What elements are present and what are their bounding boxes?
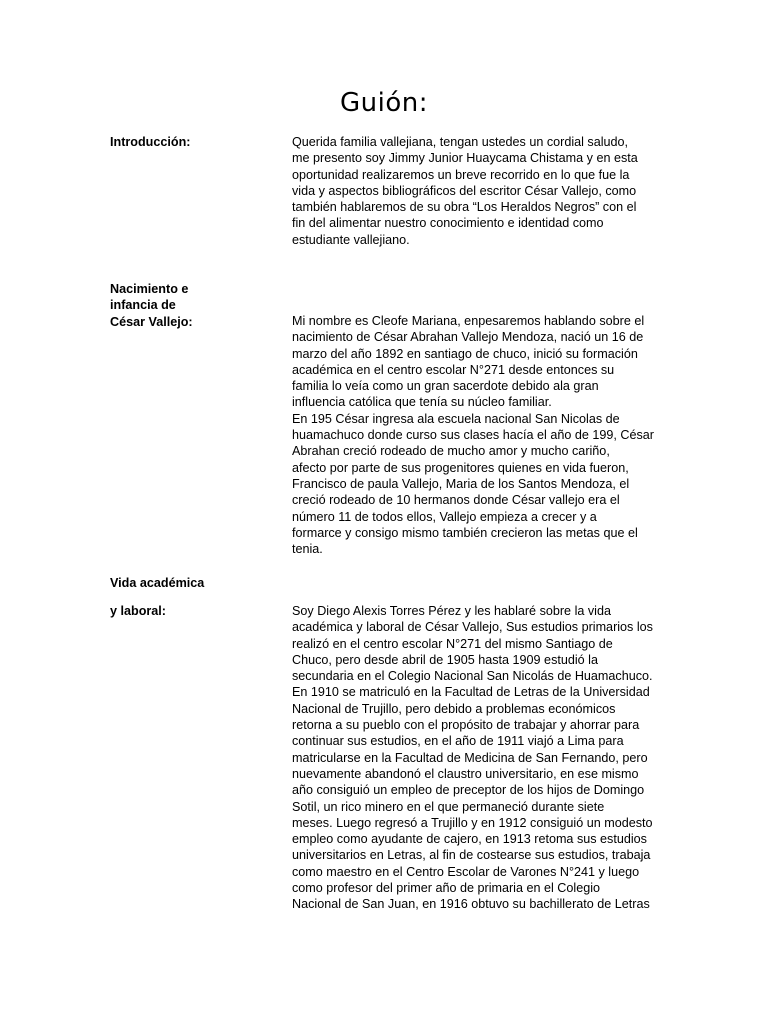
section-label-nacimiento: Nacimiento e infancia de César Vallejo: [110,282,193,329]
section-text-introduccion: Querida familia vallejiana, tengan ustedes un cordial saludo, me presento soy Jimmy Junior Huaycama Chistama y en esta oportunidad realizaremos un breve recorrido en lo que fue la vida y aspectos bibliográficos del escritor César Vallejo, como también hablaremos de su obra “Los Heraldos Negros” con el fin del alimentar nuestro conocimiento e identidad como estudiante vallejiano. [292,135,638,247]
page-title: Guión: [340,88,428,118]
section-label-laboral: y laboral: [110,604,166,618]
section-text-nacimiento: Mi nombre es Cleofe Mariana, enpesaremos hablando sobre el nacimiento de César Abrahan Vallejo Mendoza, nació un 16 de marzo del año 1892 en santiago de chuco, inició su formación académica en el centro escolar N°271 desde entonces su familia lo veía como un gran sacerdote debido ala gran influencia católica que tenía su núcleo familiar. En 195 César ingresa ala escuela nacional San Nicolas de huamachuco donde curso sus clases hacía el año de 199, César Abrahan creció rodeado de mucho amor y mucho cariño, afecto por parte de sus progenitores quienes en vida fueron, Francisco de paula Vallejo, Maria de los Santos Mendoza, el creció rodeado de 10 hermanos donde César vallejo era el número 11 de todos ellos, Vallejo empieza a crecer y a formarce y consigo mismo también crecieron las metas que el tenia. [292,314,654,557]
section-label-introduccion: Introducción: [110,135,191,149]
section-text-vida-academica: Soy Diego Alexis Torres Pérez y les hablaré sobre la vida académica y laboral de César Vallejo, Sus estudios primarios los realizó en el centro escolar N°271 del mismo Santiago de Chuco, pero desde abril de 1905 hasta 1909 estudió la secundaria en el Colegio Nacional San Nicolás de Huamachuco. En 1910 se matriculó en la Facultad de Letras de la Universidad Nacional de Trujillo, pero debido a problemas económicos retorna a su pueblo con el propósito de trabajar y ahorrar para continuar sus estudios, en el año de 1911 viajó a Lima para matricularse en la Facultad de Medicina de San Fernando, pero nuevamente abandonó el claustro universitario, en ese mismo año consiguió un empleo de preceptor de los hijos de Domingo Sotil, un rico minero en el que permaneció durante siete meses. Luego regresó a Trujillo y en 1912 consiguió un modesto empleo como ayudante de cajero, en 1913 retoma sus estudios universitarios en Letras, al fin de costearse sus estudios, trabaja como maestro en el Centro Escolar de Varones N°241 y luego como profesor del primer año de primaria en el Colegio Nacional de San Juan, en 1916 obtuvo su bachillerato de Letras [292,604,653,912]
section-label-vida-academica: Vida académica [110,576,205,590]
